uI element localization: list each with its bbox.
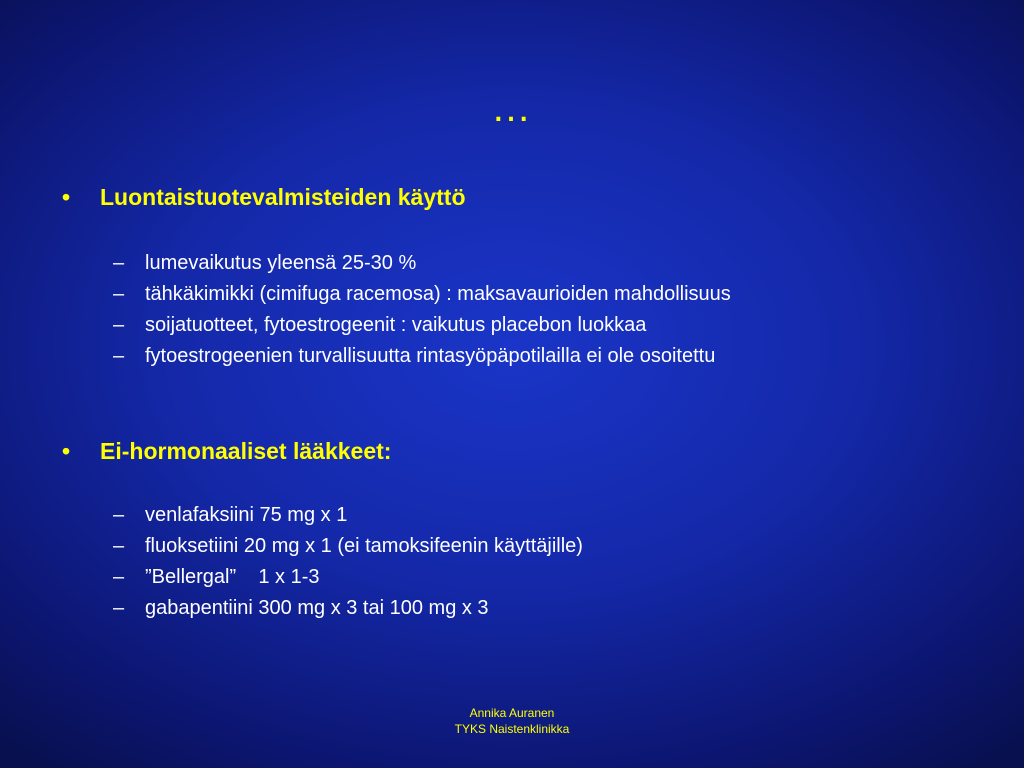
section-heading-natural-products — [62, 183, 466, 211]
slide-title: … — [491, 86, 533, 130]
natural-products-list — [113, 248, 731, 372]
dash-icon: – — [113, 597, 125, 619]
list-item-text: soijatuotteet, fytoestrogeenit : vaikutus placebon luokkaa — [145, 314, 647, 336]
section-heading-text: Ei-hormonaaliset lääkkeet: — [100, 438, 392, 464]
dash-icon: – — [113, 252, 125, 274]
section-heading-non-hormonal — [62, 437, 391, 465]
list-item — [113, 279, 731, 310]
list-item — [113, 500, 583, 531]
list-item-text: tähkäkimikki (cimifuga racemosa) : maksavaurioiden mahdollisuus — [145, 283, 731, 305]
footer-organization: TYKS Naistenklinikka — [454, 722, 570, 736]
bullet-icon: • — [62, 184, 71, 210]
dash-icon: – — [113, 283, 125, 305]
list-item-text: lumevaikutus yleensä 25-30 % — [145, 252, 417, 274]
list-item — [113, 531, 583, 562]
list-item-text: gabapentiini 300 mg x 3 tai 100 mg x 3 — [145, 597, 489, 619]
footer-author: Annika Auranen — [469, 706, 555, 720]
bullet-icon: • — [62, 438, 71, 464]
list-item — [113, 341, 731, 372]
dash-icon: – — [113, 535, 125, 557]
dash-icon: – — [113, 566, 125, 588]
list-item — [113, 310, 731, 341]
list-item — [113, 248, 731, 279]
list-item-text: fytoestrogeenien turvallisuutta rintasyöpäpotilailla ei ole osoitettu — [145, 345, 716, 367]
dash-icon: – — [113, 345, 125, 367]
list-item — [113, 593, 583, 624]
section-heading-text: Luontaistuotevalmisteiden käyttö — [100, 184, 466, 210]
list-item-text: venlafaksiini 75 mg x 1 — [145, 504, 348, 526]
slide-footer — [362, 705, 662, 737]
dash-icon: – — [113, 314, 125, 336]
list-item-text: fluoksetiini 20 mg x 1 (ei tamoksifeenin käyttäjille) — [145, 535, 583, 557]
list-item-text: ”Bellergal” 1 x 1-3 — [145, 566, 320, 588]
list-item — [113, 562, 583, 593]
dash-icon: – — [113, 504, 125, 526]
non-hormonal-list — [113, 500, 583, 624]
